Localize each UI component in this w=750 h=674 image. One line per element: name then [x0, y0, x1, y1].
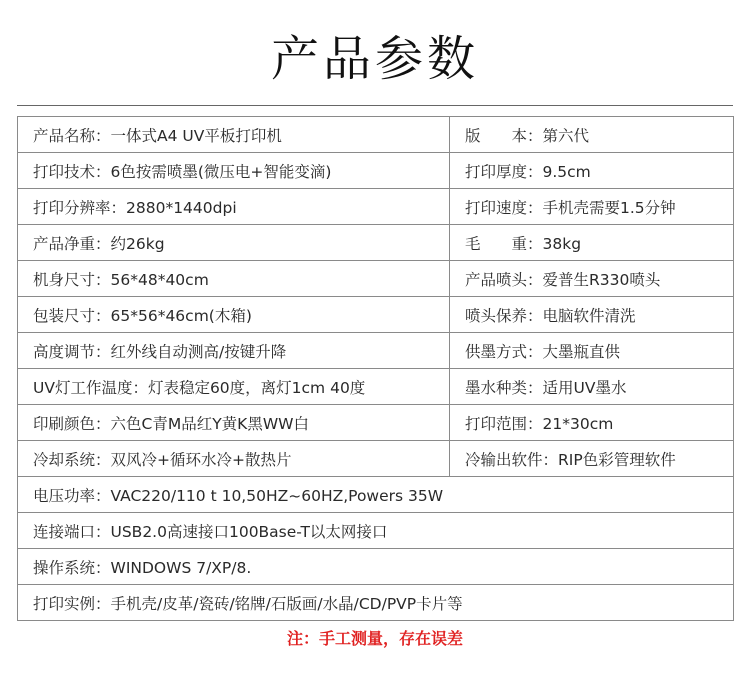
table-row: [18, 549, 734, 585]
table-row: [18, 369, 734, 405]
table-row: [18, 117, 734, 153]
spec-cell: 操作系统：WINDOWS 7/XP/8.: [18, 549, 734, 585]
spec-cell: 打印厚度：9.5cm: [450, 153, 734, 189]
spec-cell: 毛 重：38kg: [450, 225, 734, 261]
spec-cell: 墨水种类：适用UV墨水: [450, 369, 734, 405]
table-row: [18, 477, 734, 513]
spec-cell: 打印速度：手机壳需要1.5分钟: [450, 189, 734, 225]
spec-cell: 冷输出软件：RIP色彩管理软件: [450, 441, 734, 477]
spec-cell: 机身尺寸：56*48*40cm: [18, 261, 450, 297]
spec-cell: 连接端口：USB2.0高速接口100Base-T以太网接口: [18, 513, 734, 549]
spec-cell: 电压功率：VAC220/110 t 10,50HZ~60HZ,Powers 35W: [18, 477, 734, 513]
table-row: [18, 513, 734, 549]
spec-cell: 高度调节：红外线自动测高/按键升降: [18, 333, 450, 369]
page-title: 产品参数: [270, 31, 479, 87]
spec-cell: 打印技术：6色按需喷墨(微压电+智能变滴): [18, 153, 450, 189]
spec-cell: 印刷颜色：六色C青M品红Y黄K黑WW白: [18, 405, 450, 441]
measurement-note: 注：手工测量，存在误差: [286, 629, 463, 648]
spec-cell: 冷却系统：双风冷+循环水冷+散热片: [18, 441, 450, 477]
spec-cell: 产品名称：一体式A4 UV平板打印机: [18, 117, 450, 153]
table-row: [18, 297, 734, 333]
table-row: [18, 585, 734, 621]
table-row: [18, 225, 734, 261]
table-row: [18, 441, 734, 477]
spec-cell: 产品净重：约26kg: [18, 225, 450, 261]
spec-cell: 版 本：第六代: [450, 117, 734, 153]
table-row: [18, 333, 734, 369]
table-row: [18, 405, 734, 441]
table-row: [18, 153, 734, 189]
spec-cell: 打印实例：手机壳/皮革/瓷砖/铭牌/石版画/水晶/CD/PVP卡片等: [18, 585, 734, 621]
spec-cell: 供墨方式：大墨瓶直供: [450, 333, 734, 369]
table-row: [18, 261, 734, 297]
spec-table: [17, 116, 734, 621]
title-divider: [17, 105, 733, 106]
spec-cell: 打印分辨率：2880*1440dpi: [18, 189, 450, 225]
table-row: [18, 189, 734, 225]
spec-cell: UV灯工作温度：灯表稳定60度，离灯1cm 40度: [18, 369, 450, 405]
spec-cell: 打印范围：21*30cm: [450, 405, 734, 441]
spec-cell: 喷头保养：电脑软件清洗: [450, 297, 734, 333]
spec-cell: 包装尺寸：65*56*46cm(木箱): [18, 297, 450, 333]
spec-cell: 产品喷头：爱普生R330喷头: [450, 261, 734, 297]
